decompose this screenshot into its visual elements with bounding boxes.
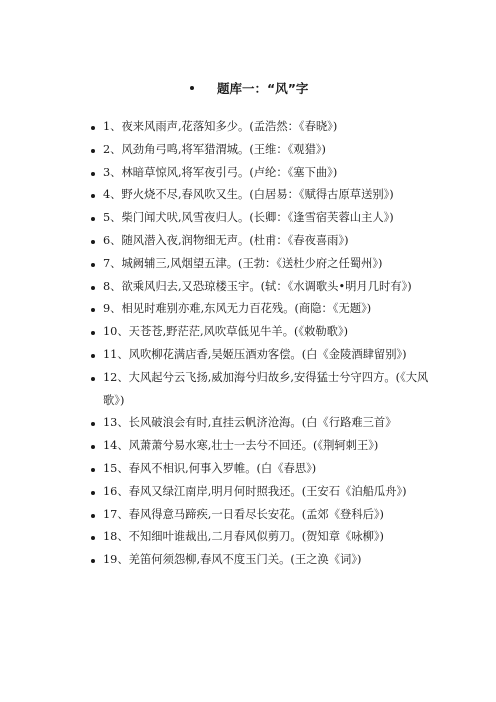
- list-item-text: 15、春风不相识,何事入罗帷。(白《春思》): [103, 461, 317, 475]
- list-item-text: 17、春风得意马蹄疾,一日看尽长安花。(孟郊《登科后》): [103, 507, 384, 521]
- bullet-icon: [91, 445, 95, 449]
- list-item: [0, 299, 496, 322]
- bullet-icon: [91, 354, 95, 358]
- list-item-text: 16、春风又绿江南岸,明月何时照我还。(王安石《泊船瓜舟》): [103, 484, 407, 498]
- list-item: [0, 482, 496, 505]
- list-item: [0, 459, 496, 482]
- list-item: [0, 163, 496, 186]
- list-item-text: 10、天苍苍,野茫茫,风吹草低见牛羊。(《敕勒歌》): [103, 325, 349, 339]
- list-item: [0, 322, 496, 345]
- list-item: [0, 413, 496, 436]
- bullet-icon: [91, 172, 95, 176]
- list-item-text: 5、柴门闻犬吠,风雪夜归人。(长卿：《逢雪宿芙蓉山主人》): [103, 211, 394, 225]
- list-item: [0, 527, 496, 550]
- list-item-text: 14、风萧萧兮易水寒,壮士一去兮不回还。(《荆轲刺王》): [103, 439, 379, 453]
- title-row: [0, 80, 496, 100]
- bullet-icon: [91, 149, 95, 153]
- list-item-text: 13、长风破浪会有时,直挂云帆济沧海。(白《行路难三首》: [103, 416, 397, 430]
- list-item-text: 12、大风起兮云飞扬,威加海兮归故乡,安得猛士兮守四方。(《大风歌》): [103, 370, 429, 407]
- bullet-icon: [91, 194, 95, 198]
- bullet-icon: [91, 514, 95, 518]
- list-item: [0, 550, 496, 573]
- bullet-icon: [91, 491, 95, 495]
- list-item: [0, 208, 496, 231]
- bullet-icon: [91, 331, 95, 335]
- list-item: [0, 140, 496, 163]
- bullet-icon: [91, 377, 95, 381]
- list-item-text: 4、野火烧不尽,春风吹又生。(白居易：《赋得古原草送别》): [103, 188, 394, 202]
- bullet-icon: [91, 468, 95, 472]
- list-item-text: 3、林暗草惊风,将军夜引弓。(卢纶：《塞下曲》): [103, 165, 338, 179]
- list-item: [0, 254, 496, 277]
- list-item-text: 9、相见时难别亦难,东风无力百花残。(商隐：《无题》): [103, 302, 372, 316]
- list-item: [0, 436, 496, 459]
- list-item-text: 6、随风潜入夜,润物细无声。(杜甫：《春夜喜雨》): [103, 233, 349, 247]
- list-item-text: 7、城阙辅三,风烟望五津。(王勃：《送杜少府之任蜀州》): [103, 256, 383, 270]
- bullet-icon: [91, 422, 95, 426]
- list-item-text: 2、风劲角弓鸣,将军猎渭城。(王维：《观猎》): [103, 142, 326, 156]
- list-item: [0, 277, 496, 300]
- title-bullet-icon: [190, 86, 194, 90]
- list-item: [0, 505, 496, 528]
- poem-list: [0, 117, 496, 573]
- list-item-text: 1、夜来风雨声,花落知多少。(孟浩然：《春晓》): [103, 120, 338, 133]
- list-item-text: 18、不知细叶谁裁出,二月春风似剪刀。(贺知章《咏柳》): [103, 530, 384, 544]
- list-item: [0, 185, 496, 208]
- list-item: [0, 231, 496, 254]
- bullet-icon: [91, 286, 95, 290]
- page-title: 题库一：“风”字: [217, 81, 309, 96]
- list-item: [0, 345, 496, 368]
- bullet-icon: [91, 559, 95, 563]
- list-item-text: 11、风吹柳花满店香,吴姬压酒劝客偿。(白《金陵酒肆留别》): [103, 347, 407, 361]
- bullet-icon: [91, 536, 95, 540]
- list-item: [0, 117, 496, 140]
- list-item: [0, 368, 496, 414]
- list-item-text: 8、欲乘风归去,又恐琼楼玉宇。(轼：《水调歌头•明月几时有》): [103, 279, 412, 293]
- bullet-icon: [91, 217, 95, 221]
- bullet-icon: [91, 308, 95, 312]
- list-item-text: 19、羌笛何须怨柳,春风不度玉门关。(王之涣《词》): [103, 553, 362, 567]
- bullet-icon: [91, 240, 95, 244]
- bullet-icon: [91, 263, 95, 267]
- bullet-icon: [91, 126, 95, 130]
